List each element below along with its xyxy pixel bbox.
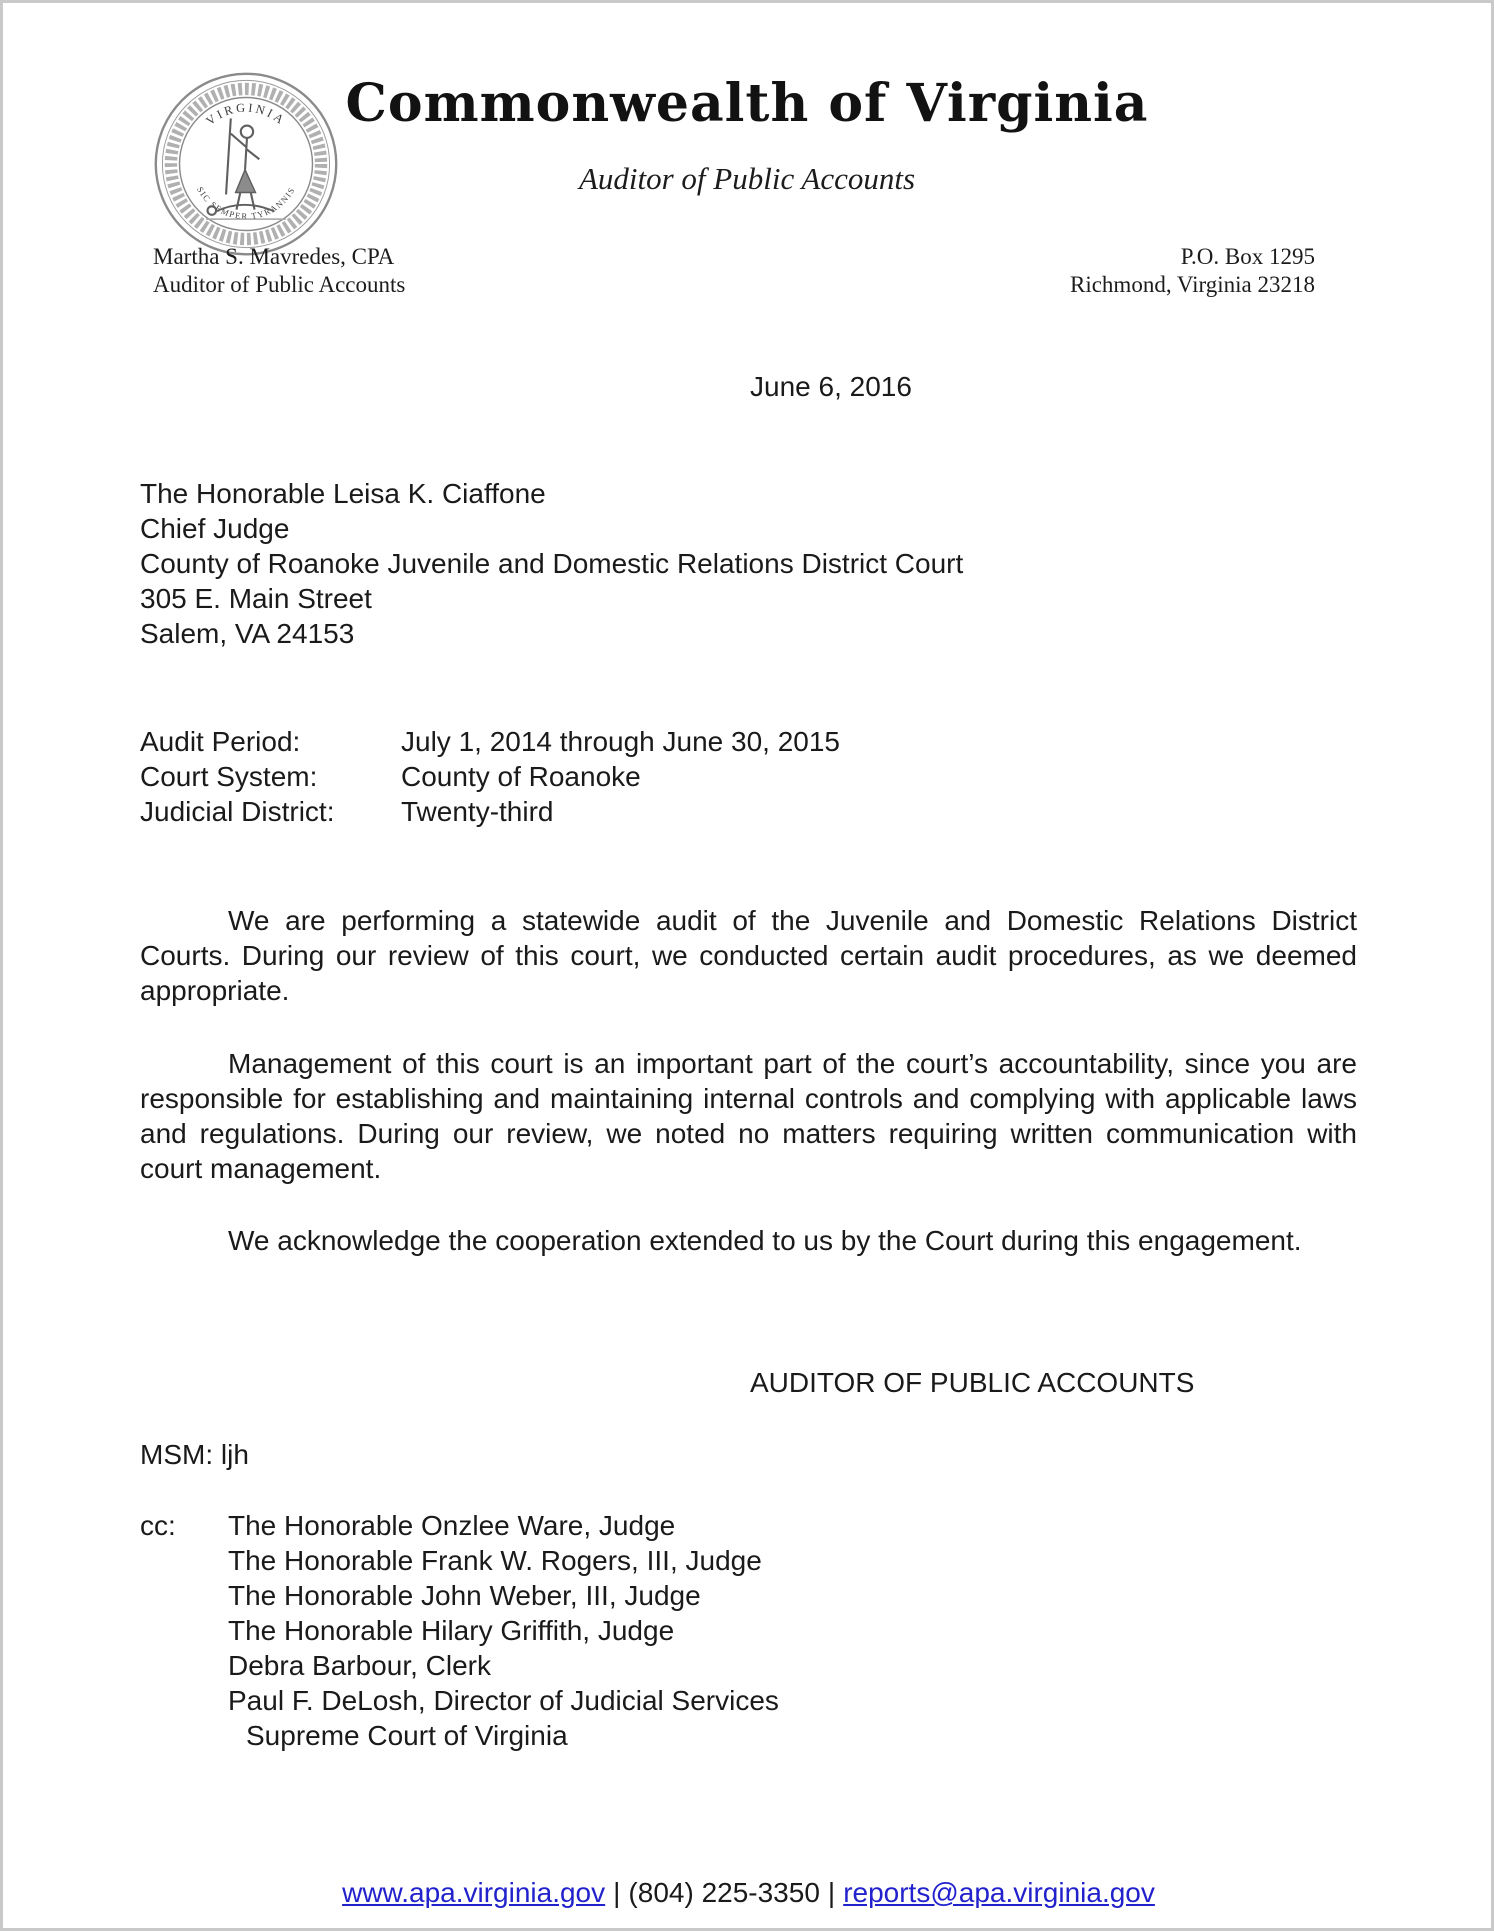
virginia-state-seal-icon <box>151 69 341 259</box>
recipient-line: Salem, VA 24153 <box>140 618 355 649</box>
auditor-title: Auditor of Public Accounts <box>153 272 406 297</box>
body-paragraph: Management of this court is an important part of the court’s accountability, since you are responsible for establishing and maintaining internal controls and complying with applicable laws and regulations. During our review, we noted no matters requiring written communication with court management. <box>140 1048 1357 1184</box>
letterhead <box>3 3 1491 303</box>
email-link[interactable]: reports@apa.virginia.gov <box>843 1877 1155 1908</box>
cc-list <box>228 1508 1357 1753</box>
detail-label: Judicial District: <box>140 796 335 827</box>
detail-value: County of Roanoke <box>401 761 641 792</box>
officials-row <box>3 243 1491 299</box>
recipient-line: The Honorable Leisa K. Ciaffone <box>140 478 546 509</box>
recipient-address-block <box>140 476 1357 651</box>
seal-bottom-text: SIC SEMPER TYRANNIS <box>195 184 297 222</box>
footer-separator: | <box>613 1877 621 1908</box>
page-subtitle: Auditor of Public Accounts <box>578 161 916 196</box>
page-title: Commonwealth of Virginia <box>345 73 1149 134</box>
detail-label: Court System: <box>140 761 318 792</box>
cc-item: The Honorable Frank W. Rogers, III, Judge <box>228 1545 762 1576</box>
detail-row <box>140 759 1357 794</box>
footer-separator: | <box>827 1877 836 1908</box>
detail-value: Twenty-third <box>401 796 554 827</box>
cc-item: The Honorable Hilary Griffith, Judge <box>228 1615 675 1646</box>
signature-org-line: AUDITOR OF PUBLIC ACCOUNTS <box>750 1367 1195 1398</box>
recipient-line: County of Roanoke Juvenile and Domestic Relations District Court <box>140 548 964 579</box>
phone-number: (804) 225-3350 <box>628 1877 820 1908</box>
auditor-name-block <box>153 243 405 299</box>
letter-date: June 6, 2016 <box>750 371 912 402</box>
cc-item: The Honorable John Weber, III, Judge <box>228 1580 701 1611</box>
cc-item: Debra Barbour, Clerk <box>228 1650 492 1681</box>
cc-item: The Honorable Onzlee Ware, Judge <box>228 1510 676 1541</box>
detail-row <box>140 724 1357 759</box>
letter-body <box>3 369 1491 1910</box>
website-link[interactable]: www.apa.virginia.gov <box>342 1877 606 1908</box>
typist-reference-line: MSM: ljh <box>140 1439 249 1470</box>
body-paragraph: We acknowledge the cooperation extended to us by the Court during this engagement. <box>228 1225 1302 1256</box>
cc-label: cc: <box>140 1510 176 1541</box>
cc-item: Paul F. DeLosh, Director of Judicial Services <box>228 1685 779 1716</box>
recipient-line: 305 E. Main Street <box>140 583 372 614</box>
seal-top-text: VIRGINIA <box>203 100 289 129</box>
po-box-line: P.O. Box 1295 <box>1180 244 1315 269</box>
audit-details-block <box>140 724 1357 829</box>
auditor-name: Martha S. Mavredes, CPA <box>153 244 395 269</box>
detail-value: July 1, 2014 through June 30, 2015 <box>401 726 841 757</box>
cc-block <box>140 1508 1357 1753</box>
contact-footer <box>140 1875 1357 1910</box>
office-address-block <box>1070 243 1315 299</box>
detail-label: Audit Period: <box>140 726 301 757</box>
cc-item: Supreme Court of Virginia <box>246 1720 568 1751</box>
recipient-line: Chief Judge <box>140 513 290 544</box>
body-paragraph: We are performing a statewide audit of the Juvenile and Domestic Relations District Courts. During our review of this court, we conducted certain audit procedures, as we deemed appropriate. <box>140 905 1357 1006</box>
detail-row <box>140 794 1357 829</box>
city-state-zip-line: Richmond, Virginia 23218 <box>1069 272 1315 297</box>
